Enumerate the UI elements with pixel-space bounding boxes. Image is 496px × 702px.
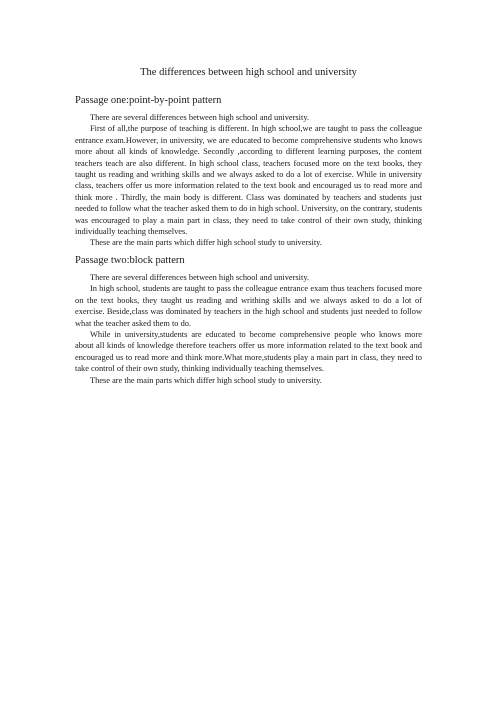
passage-one-paragraph-body: First of all,the purpose of teaching is different. In high school,we are taught to pass the colleague entrance exam.However, in university, we are educated to become comprehensive students who knows more about all kinds of knowledge. Secondly ,according to different learning purposes, the content teachers teach are also different. In high school class, teachers focused more on the text books, they taught us reading and writhing skills and we always asked to do a lot of exercise. While in university class, teachers offer us more information related to the text book and encouraged us to read more and think more . Thirdly, the main body is different. Class was dominated by teachers and students just needed to follow what the teacher asked them to do in high school. University, on the contrary, students was encouraged to play a main part in class, they need to take control of their own study, thinking individually teaching themselves.: [75, 124, 422, 237]
passage-one-section: [75, 94, 422, 249]
passage-two-paragraph-intro: There are several differences between high school and university.: [90, 272, 310, 282]
passage-one-heading: Passage one:point-by-point pattern: [75, 95, 222, 106]
passage-two-paragraph-university: While in university,students are educated to become comprehensive people who knows more about all kinds of knowledge therefore teachers offer us more information related to the text book and encouraged us to read more and think more.What more,students play a main part in class, they need to take control of their own study, thinking individually teaching themselves.: [75, 329, 422, 374]
passage-two-section: [75, 254, 422, 386]
document-page: [75, 66, 422, 391]
passage-two-heading: Passage two:block pattern: [75, 254, 185, 266]
passage-one-paragraph-intro: There are several differences between high school and university.: [90, 113, 310, 122]
passage-two-paragraph-conclusion: These are the main parts which differ high school study to university.: [90, 375, 322, 385]
document-title: The differences between high school and university: [140, 67, 357, 78]
passage-two-paragraph-high-school: In high school, students are taught to pass the colleague entrance exam thus teachers focused more on the text books, they taught us reading and writhing skills and we always asked to do a lot of exercise. Beside,class was dominated by teachers in the high school and students just needed to follow what the teacher asked them to do.: [75, 284, 422, 328]
passage-one-paragraph-conclusion: These are the main parts which differ high school study to university.: [90, 238, 322, 248]
